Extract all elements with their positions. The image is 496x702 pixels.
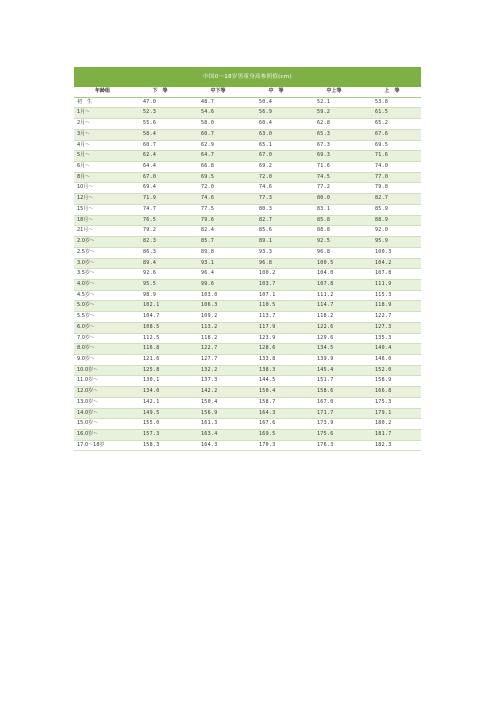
height-value-cell: 166.8: [363, 387, 421, 398]
height-value-cell: 89.1: [247, 237, 305, 248]
height-value-cell: 164.3: [189, 440, 247, 451]
height-value-cell: 79.6: [189, 215, 247, 226]
height-value-cell: 111.2: [305, 290, 363, 301]
height-value-cell: 145.4: [305, 365, 363, 376]
height-value-cell: 69.4: [131, 183, 189, 194]
table-row: [74, 119, 421, 130]
table-row: [74, 376, 421, 387]
height-value-cell: 125.8: [131, 365, 189, 376]
height-value-cell: 181.7: [363, 430, 421, 441]
height-value-cell: 104.7: [131, 312, 189, 323]
height-value-cell: 180.2: [363, 419, 421, 430]
table-row: [74, 419, 421, 430]
height-value-cell: 58.0: [189, 119, 247, 130]
height-value-cell: 163.4: [189, 430, 247, 441]
age-group-cell: 9.0岁～: [74, 354, 131, 365]
height-value-cell: 129.6: [305, 333, 363, 344]
height-value-cell: 62.4: [131, 151, 189, 162]
height-value-cell: 47.0: [131, 97, 189, 108]
height-value-cell: 92.5: [305, 237, 363, 248]
height-value-cell: 173.9: [305, 419, 363, 430]
header-middle: 中 等: [247, 87, 305, 97]
age-group-cell: 14.0岁～: [74, 408, 131, 419]
table-row: [74, 279, 421, 290]
height-value-cell: 122.6: [305, 322, 363, 333]
height-value-cell: 158.6: [305, 387, 363, 398]
height-value-cell: 116.8: [131, 344, 189, 355]
height-value-cell: 170.3: [247, 440, 305, 451]
height-value-cell: 118.2: [189, 333, 247, 344]
height-value-cell: 161.3: [189, 419, 247, 430]
table-row: [74, 344, 421, 355]
height-value-cell: 122.7: [363, 312, 421, 323]
height-value-cell: 85.6: [247, 226, 305, 237]
table-row: [74, 194, 421, 205]
height-value-cell: 107.1: [247, 290, 305, 301]
age-group-cell: 5.0岁～: [74, 301, 131, 312]
height-value-cell: 149.5: [131, 408, 189, 419]
age-group-cell: 10.0岁～: [74, 365, 131, 376]
age-group-cell: 3.0岁～: [74, 258, 131, 269]
age-group-cell: 初 生: [74, 97, 131, 108]
age-group-cell: 8.0岁～: [74, 344, 131, 355]
age-group-cell: 7.0岁～: [74, 333, 131, 344]
height-value-cell: 128.6: [247, 344, 305, 355]
height-value-cell: 100.2: [247, 269, 305, 280]
table-row: [74, 312, 421, 323]
table-row: [74, 97, 421, 108]
height-value-cell: 60.7: [189, 129, 247, 140]
age-group-cell: 2.0岁～: [74, 237, 131, 248]
height-value-cell: 69.5: [363, 140, 421, 151]
height-value-cell: 135.3: [363, 333, 421, 344]
table-row: [74, 151, 421, 162]
height-value-cell: 71.9: [131, 194, 189, 205]
height-table: [74, 87, 421, 451]
height-value-cell: 182.3: [363, 440, 421, 451]
height-value-cell: 72.0: [189, 183, 247, 194]
table-row: [74, 387, 421, 398]
age-group-cell: 5.5岁～: [74, 312, 131, 323]
height-value-cell: 175.6: [305, 430, 363, 441]
height-value-cell: 77.0: [363, 172, 421, 183]
height-value-cell: 72.0: [247, 172, 305, 183]
height-value-cell: 109.2: [189, 312, 247, 323]
height-value-cell: 83.1: [305, 204, 363, 215]
height-value-cell: 114.7: [305, 301, 363, 312]
height-value-cell: 110.5: [247, 301, 305, 312]
height-value-cell: 146.0: [363, 354, 421, 365]
height-value-cell: 103.7: [247, 279, 305, 290]
height-value-cell: 67.0: [247, 151, 305, 162]
height-value-cell: 54.6: [189, 108, 247, 119]
header-age-group: 年龄组: [74, 87, 131, 97]
height-value-cell: 66.8: [189, 162, 247, 173]
height-value-cell: 69.5: [189, 172, 247, 183]
height-value-cell: 137.3: [189, 376, 247, 387]
height-value-cell: 62.9: [189, 140, 247, 151]
height-value-cell: 139.9: [305, 354, 363, 365]
height-value-cell: 74.6: [189, 194, 247, 205]
height-value-cell: 77.5: [189, 204, 247, 215]
table-row: [74, 140, 421, 151]
age-group-cell: 18月～: [74, 215, 131, 226]
age-group-cell: 4月～: [74, 140, 131, 151]
height-value-cell: 86.3: [131, 247, 189, 258]
height-value-cell: 98.9: [131, 290, 189, 301]
header-upper-middle: 中上等: [305, 87, 363, 97]
table-row: [74, 162, 421, 173]
height-value-cell: 152.0: [363, 365, 421, 376]
height-value-cell: 112.5: [131, 333, 189, 344]
age-group-cell: 17.0～18岁: [74, 440, 131, 451]
height-value-cell: 134.5: [305, 344, 363, 355]
height-value-cell: 132.2: [189, 365, 247, 376]
age-group-cell: 12月～: [74, 194, 131, 205]
height-value-cell: 85.8: [305, 215, 363, 226]
table-row: [74, 226, 421, 237]
height-value-cell: 69.2: [247, 162, 305, 173]
age-group-cell: 16.0岁～: [74, 430, 131, 441]
height-value-cell: 138.3: [247, 365, 305, 376]
height-value-cell: 127.3: [363, 322, 421, 333]
height-value-cell: 108.5: [131, 322, 189, 333]
table-row: [74, 108, 421, 119]
age-group-cell: 15月～: [74, 204, 131, 215]
height-value-cell: 92.0: [363, 226, 421, 237]
height-value-cell: 69.3: [305, 151, 363, 162]
height-value-cell: 171.7: [305, 408, 363, 419]
height-value-cell: 71.6: [363, 151, 421, 162]
table-body: [74, 97, 421, 451]
table-title: 中国0～18岁男童身高参照值(cm): [74, 67, 421, 87]
height-value-cell: 107.8: [363, 269, 421, 280]
age-group-cell: 3月～: [74, 129, 131, 140]
height-value-cell: 96.4: [189, 269, 247, 280]
table-row: [74, 237, 421, 248]
height-value-cell: 127.7: [189, 354, 247, 365]
height-value-cell: 50.4: [247, 97, 305, 108]
height-value-cell: 67.0: [131, 172, 189, 183]
height-value-cell: 77.2: [305, 183, 363, 194]
height-value-cell: 103.0: [189, 290, 247, 301]
height-value-cell: 175.3: [363, 397, 421, 408]
height-value-cell: 61.5: [363, 108, 421, 119]
table-row: [74, 215, 421, 226]
height-value-cell: 151.7: [305, 376, 363, 387]
height-value-cell: 104.0: [305, 269, 363, 280]
table-row: [74, 247, 421, 258]
height-value-cell: 82.7: [247, 215, 305, 226]
height-value-cell: 58.4: [131, 129, 189, 140]
height-value-cell: 74.0: [363, 162, 421, 173]
height-value-cell: 167.0: [305, 397, 363, 408]
height-value-cell: 100.3: [363, 247, 421, 258]
height-value-cell: 74.5: [305, 172, 363, 183]
height-value-cell: 92.6: [131, 269, 189, 280]
height-value-cell: 85.7: [189, 237, 247, 248]
age-group-cell: 6月～: [74, 162, 131, 173]
age-group-cell: 6.0岁～: [74, 322, 131, 333]
table-row: [74, 290, 421, 301]
height-value-cell: 63.0: [247, 129, 305, 140]
height-value-cell: 76.5: [131, 215, 189, 226]
table-row: [74, 440, 421, 451]
height-value-cell: 79.8: [363, 183, 421, 194]
height-value-cell: 107.8: [305, 279, 363, 290]
header-high: 上 等: [363, 87, 421, 97]
height-value-cell: 71.6: [305, 162, 363, 173]
height-value-cell: 56.9: [247, 108, 305, 119]
height-value-cell: 179.1: [363, 408, 421, 419]
height-value-cell: 158.3: [131, 440, 189, 451]
age-group-cell: 2.5岁～: [74, 247, 131, 258]
height-value-cell: 118.2: [305, 312, 363, 323]
height-value-cell: 144.5: [247, 376, 305, 387]
age-group-cell: 3.5岁～: [74, 269, 131, 280]
table-row: [74, 408, 421, 419]
height-value-cell: 140.4: [363, 344, 421, 355]
height-value-cell: 80.0: [305, 194, 363, 205]
age-group-cell: 11.0岁～: [74, 376, 131, 387]
height-value-cell: 60.4: [247, 119, 305, 130]
height-value-cell: 95.5: [131, 279, 189, 290]
height-value-cell: 89.4: [131, 258, 189, 269]
height-value-cell: 52.1: [305, 97, 363, 108]
table-row: [74, 322, 421, 333]
height-value-cell: 142.1: [131, 397, 189, 408]
height-value-cell: 85.9: [363, 204, 421, 215]
table-row: [74, 365, 421, 376]
height-value-cell: 59.2: [305, 108, 363, 119]
age-group-cell: 10月～: [74, 183, 131, 194]
table-row: [74, 430, 421, 441]
table-row: [74, 269, 421, 280]
age-group-cell: 4.0岁～: [74, 279, 131, 290]
height-value-cell: 158.9: [363, 376, 421, 387]
height-value-cell: 55.6: [131, 119, 189, 130]
height-value-cell: 134.0: [131, 387, 189, 398]
height-value-cell: 106.3: [189, 301, 247, 312]
height-value-cell: 122.7: [189, 344, 247, 355]
height-value-cell: 113.2: [189, 322, 247, 333]
height-value-cell: 74.7: [131, 204, 189, 215]
height-value-cell: 65.1: [247, 140, 305, 151]
header-low: 下 等: [131, 87, 189, 97]
height-value-cell: 115.3: [363, 290, 421, 301]
height-value-cell: 53.8: [363, 97, 421, 108]
height-value-cell: 130.1: [131, 376, 189, 387]
table-row: [74, 258, 421, 269]
height-value-cell: 88.9: [363, 215, 421, 226]
height-value-cell: 80.3: [247, 204, 305, 215]
age-group-cell: 8月～: [74, 172, 131, 183]
table-row: [74, 301, 421, 312]
height-value-cell: 60.7: [131, 140, 189, 151]
height-value-cell: 65.3: [305, 129, 363, 140]
height-value-cell: 156.9: [189, 408, 247, 419]
height-value-cell: 82.3: [131, 237, 189, 248]
height-value-cell: 82.4: [189, 226, 247, 237]
header-row: [74, 87, 421, 97]
header-lower-middle: 中下等: [189, 87, 247, 97]
height-value-cell: 155.0: [131, 419, 189, 430]
height-value-cell: 64.4: [131, 162, 189, 173]
height-value-cell: 88.8: [305, 226, 363, 237]
height-value-cell: 157.3: [131, 430, 189, 441]
height-value-cell: 142.2: [189, 387, 247, 398]
age-group-cell: 21月～: [74, 226, 131, 237]
height-value-cell: 123.9: [247, 333, 305, 344]
height-value-cell: 158.7: [247, 397, 305, 408]
height-value-cell: 89.8: [189, 247, 247, 258]
height-value-cell: 48.7: [189, 97, 247, 108]
height-value-cell: 62.8: [305, 119, 363, 130]
height-value-cell: 169.5: [247, 430, 305, 441]
height-value-cell: 65.2: [363, 119, 421, 130]
height-value-cell: 111.9: [363, 279, 421, 290]
height-value-cell: 133.8: [247, 354, 305, 365]
table-row: [74, 333, 421, 344]
age-group-cell: 13.0岁～: [74, 397, 131, 408]
height-value-cell: 150.4: [247, 387, 305, 398]
height-value-cell: 52.3: [131, 108, 189, 119]
height-value-cell: 118.9: [363, 301, 421, 312]
height-value-cell: 96.8: [247, 258, 305, 269]
height-value-cell: 77.3: [247, 194, 305, 205]
table-row: [74, 172, 421, 183]
height-value-cell: 117.9: [247, 322, 305, 333]
table-row: [74, 354, 421, 365]
height-value-cell: 93.1: [189, 258, 247, 269]
height-value-cell: 113.7: [247, 312, 305, 323]
height-value-cell: 64.7: [189, 151, 247, 162]
height-value-cell: 79.2: [131, 226, 189, 237]
height-value-cell: 100.5: [305, 258, 363, 269]
height-value-cell: 164.3: [247, 408, 305, 419]
height-value-cell: 74.6: [247, 183, 305, 194]
height-value-cell: 167.6: [247, 419, 305, 430]
age-group-cell: 12.0岁～: [74, 387, 131, 398]
table-row: [74, 129, 421, 140]
height-value-cell: 121.6: [131, 354, 189, 365]
height-value-cell: 102.1: [131, 301, 189, 312]
table-row: [74, 183, 421, 194]
age-group-cell: 2月～: [74, 119, 131, 130]
age-group-cell: 15.0岁～: [74, 419, 131, 430]
height-value-cell: 67.3: [305, 140, 363, 151]
table-row: [74, 397, 421, 408]
age-group-cell: 4.5岁～: [74, 290, 131, 301]
height-value-cell: 176.3: [305, 440, 363, 451]
height-reference-sheet: [74, 67, 421, 451]
height-value-cell: 104.2: [363, 258, 421, 269]
height-value-cell: 67.6: [363, 129, 421, 140]
height-value-cell: 93.3: [247, 247, 305, 258]
age-group-cell: 1月～: [74, 108, 131, 119]
height-value-cell: 99.6: [189, 279, 247, 290]
height-value-cell: 150.4: [189, 397, 247, 408]
height-value-cell: 82.7: [363, 194, 421, 205]
age-group-cell: 5月～: [74, 151, 131, 162]
height-value-cell: 95.9: [363, 237, 421, 248]
table-row: [74, 204, 421, 215]
height-value-cell: 96.8: [305, 247, 363, 258]
